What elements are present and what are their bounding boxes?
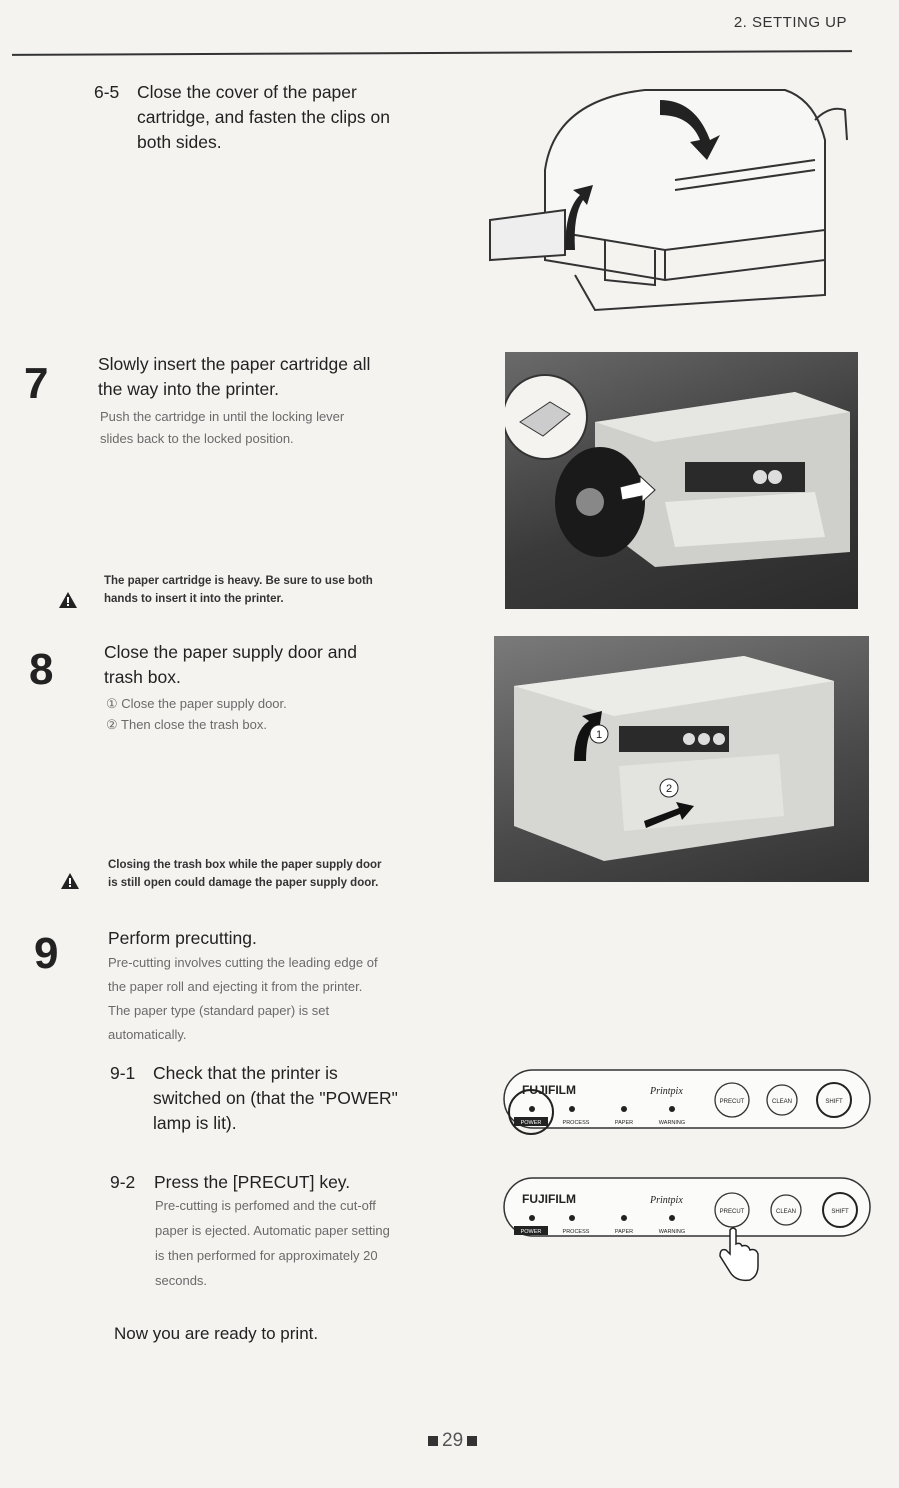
step-title-line: Slowly insert the paper cartridge all (98, 354, 371, 374)
step-number: 9-2 (110, 1172, 136, 1192)
page-marker-right-icon (467, 1436, 477, 1446)
step-title-line: Check that the printer is (153, 1063, 338, 1083)
body-line: is then performed for approximately 20 (155, 1248, 378, 1263)
shift-key: SHIFT (825, 1099, 843, 1105)
step-title-line: lamp is lit). (153, 1113, 237, 1133)
shift-key: SHIFT (831, 1209, 849, 1215)
warning-line: is still open could damage the paper supply door. (108, 877, 379, 889)
callout-2: 2 (665, 783, 673, 795)
step-title-line: cartridge, and fasten the clips on (137, 107, 390, 127)
step-8-body (106, 693, 287, 735)
header-rule (12, 50, 852, 56)
step-title-line: Press the [PRECUT] key. (154, 1172, 351, 1192)
warning-icon (59, 592, 77, 608)
step-title-line: switched on (that the "POWER" (153, 1088, 398, 1108)
page-footer (424, 1430, 481, 1452)
lamp-process: PROCESS (562, 1120, 590, 1126)
precut-key: PRECUT (719, 1209, 745, 1215)
step-6-5 (94, 80, 390, 152)
step-9-2-body (155, 1193, 390, 1293)
step-9-number: 9 (34, 929, 59, 978)
step-8-photo (494, 636, 869, 882)
body-line: Pre-cutting is perfomed and the cut-off (155, 1198, 376, 1213)
step-9-body (108, 951, 378, 1047)
lamp-power: POWER (520, 1229, 542, 1235)
step-9-1 (110, 1061, 398, 1133)
step-number: 6-5 (94, 82, 120, 102)
step-title-line: the way into the printer. (98, 379, 279, 399)
step-7-warning (104, 572, 373, 608)
page-number: 29 (442, 1430, 464, 1451)
warning-line: Closing the trash box while the paper supply door (108, 859, 382, 871)
precut-key: PRECUT (719, 1099, 745, 1105)
step-title-line: Close the paper supply door and (104, 642, 357, 662)
step-7-photo (505, 352, 858, 609)
clean-key: CLEAN (771, 1099, 793, 1105)
callout-1: 1 (595, 729, 603, 741)
warning-icon (61, 873, 79, 889)
warning-line: hands to insert it into the printer. (104, 593, 284, 605)
lamp-warning: WARNING (658, 1120, 686, 1126)
body-line: automatically. (108, 1027, 187, 1042)
page-marker-left-icon (428, 1436, 438, 1446)
lamp-power: POWER (520, 1120, 542, 1126)
body-line: Push the cartridge in until the locking lever (100, 409, 345, 424)
step-7-body (100, 406, 344, 450)
body-line: seconds. (155, 1273, 208, 1288)
step-8-title (104, 640, 357, 690)
step-title-line: both sides. (137, 132, 222, 152)
lamp-paper: PAPER (614, 1120, 634, 1126)
section-header: 2. SETTING UP (733, 14, 847, 31)
lamp-paper: PAPER (614, 1229, 634, 1235)
body-line: ① Close the paper supply door. (106, 696, 287, 711)
body-line: ② Then close the trash box. (106, 717, 268, 732)
control-panel-precut (500, 1172, 875, 1292)
cartridge-illustration (485, 80, 855, 320)
lamp-warning: WARNING (658, 1229, 686, 1235)
panel-brand: FUJIFILM (522, 1192, 576, 1206)
panel-logo: Printpix (650, 1195, 683, 1206)
lamp-process: PROCESS (562, 1229, 590, 1235)
panel-logo: Printpix (650, 1086, 683, 1097)
step-title-line: trash box. (104, 667, 181, 687)
step-number: 9-1 (110, 1063, 136, 1083)
step-8-number: 8 (29, 645, 54, 694)
clean-key: CLEAN (775, 1209, 797, 1215)
closing-text: Now you are ready to print. (114, 1324, 319, 1343)
step-7-number: 7 (24, 359, 49, 408)
panel-brand: FUJIFILM (522, 1083, 576, 1097)
body-line: The paper type (standard paper) is set (108, 1003, 330, 1018)
body-line: the paper roll and ejecting it from the printer. (108, 979, 363, 994)
step-title-line: Close the cover of the paper (137, 82, 357, 102)
body-line: slides back to the locked position. (100, 431, 294, 446)
body-line: paper is ejected. Automatic paper setting (155, 1223, 390, 1238)
step-7-title (98, 352, 370, 402)
step-9-2 (110, 1170, 351, 1195)
step-9-title: Perform precutting. (108, 928, 257, 948)
body-line: Pre-cutting involves cutting the leading edge of (108, 955, 378, 970)
warning-line: The paper cartridge is heavy. Be sure to use both (104, 575, 373, 587)
control-panel-power (500, 1064, 875, 1154)
step-8-warning (108, 856, 381, 892)
